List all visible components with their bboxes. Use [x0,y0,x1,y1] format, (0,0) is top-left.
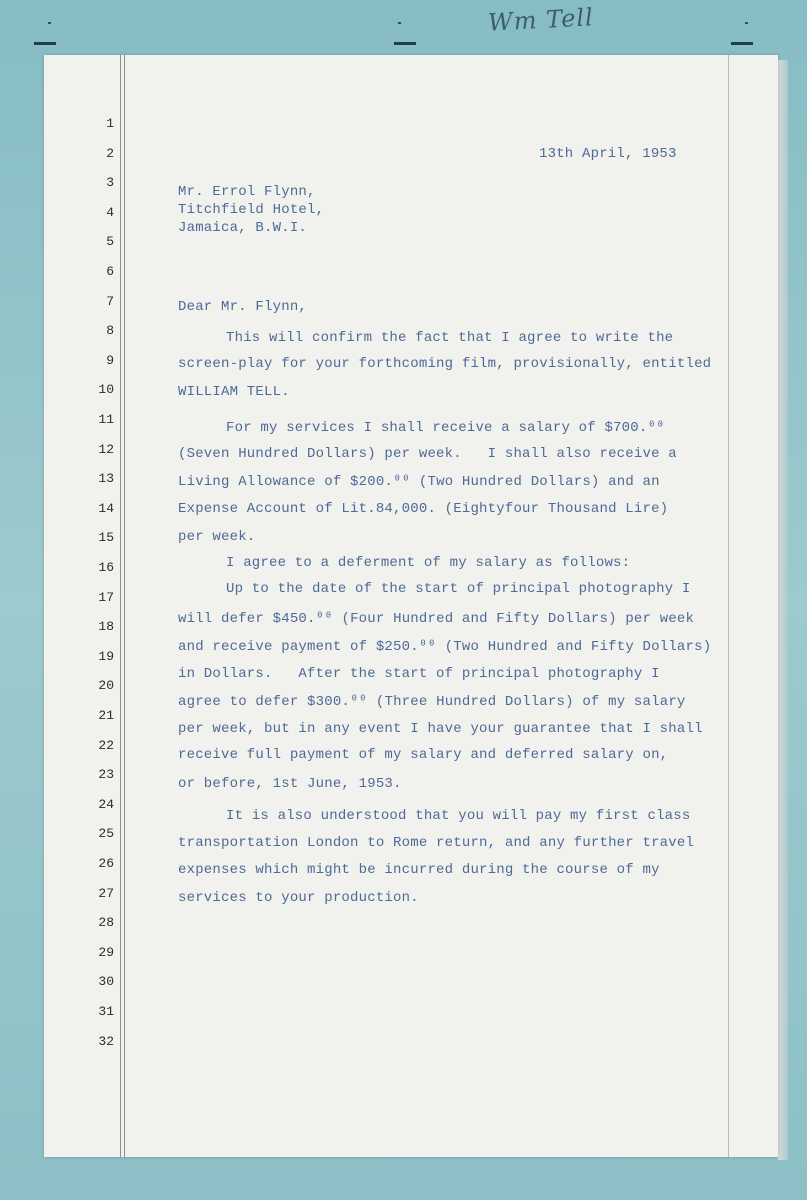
paper-edge [778,60,788,1160]
body-line: It is also understood that you will pay my first class [226,808,691,824]
tick-mark [398,22,401,24]
line-number: 7 [106,293,114,309]
line-number: 14 [98,500,114,516]
body-line: Up to the date of the start of principal photography I [226,581,691,597]
body-line: per week. [178,529,256,545]
line-number: 9 [106,352,114,368]
body-line: This will confirm the fact that I agree to write the [226,330,674,346]
body-line: WILLIAM TELL. [178,384,290,400]
body-line: I agree to a deferment of my salary as follows: [226,555,631,571]
line-number: 8 [106,323,114,339]
address-line: Mr. Errol Flynn, [178,184,316,200]
line-number: 19 [98,648,114,664]
address-line: Jamaica, B.W.I. [178,220,308,236]
tick-mark [48,22,51,24]
body-line: Expense Account of Lit.84,000. (Eightyfour Thousand Lire) [178,501,669,517]
tab-mark-left [34,42,56,45]
line-number: 11 [98,412,114,427]
address-line: Titchfield Hotel, [178,202,325,218]
line-number: 2 [106,145,114,161]
line-number: 17 [98,589,114,605]
line-number: 21 [98,708,114,723]
line-number: 30 [98,974,114,990]
line-number: 23 [98,767,114,783]
line-number: 18 [98,619,114,635]
tick-mark [745,22,748,24]
body-line: receive full payment of my salary and deferred salary on, [178,747,669,763]
body-line: agree to defer $300.⁰⁰ (Three Hundred Dollars) of my salary [178,694,686,710]
body-line: and receive payment of $250.⁰⁰ (Two Hundred and Fifty Dollars) [178,639,712,655]
line-number: 26 [98,856,114,871]
salutation: Dear Mr. Flynn, [178,299,308,315]
line-number: 29 [98,944,114,960]
line-number: 1 [106,116,114,131]
line-number: 3 [106,175,114,191]
line-number: 22 [98,737,114,753]
body-line: For my services I shall receive a salary of $700.⁰⁰ [226,420,665,436]
letter-date: 13th April, 1953 [539,146,677,162]
body-line: will defer $450.⁰⁰ (Four Hundred and Fifty Dollars) per week [178,611,695,627]
line-number: 4 [106,204,114,220]
handwritten-annotation: Wm Tell [487,3,595,37]
tab-mark-right [731,42,753,45]
line-number: 16 [98,560,114,575]
body-line: expenses which might be incurred during the course of my [178,862,660,878]
margin-rule [124,55,125,1157]
line-number: 6 [106,264,114,279]
line-number: 25 [98,826,114,842]
line-number: 10 [98,382,114,398]
body-line: services to your production. [178,890,419,906]
line-number: 13 [98,471,114,487]
body-line: or before, 1st June, 1953. [178,776,402,792]
line-number: 31 [98,1004,114,1019]
line-number: 24 [98,796,114,812]
line-number: 5 [106,234,114,250]
line-number: 12 [98,441,114,457]
body-line: transportation London to Rome return, and any further travel [178,835,695,851]
right-margin-rule [728,55,729,1157]
line-number: 28 [98,915,114,931]
body-line: per week, but in any event I have your guarantee that I shall [178,721,703,737]
line-number: 15 [98,530,114,546]
body-line: screen-play for your forthcoming film, provisionally, entitled [178,356,712,372]
margin-rule [120,55,121,1157]
line-number: 27 [98,885,114,901]
line-number: 20 [98,678,114,694]
body-line: in Dollars. After the start of principal photography I [178,666,660,682]
line-number: 32 [98,1033,114,1049]
body-line: Living Allowance of $200.⁰⁰ (Two Hundred Dollars) and an [178,474,660,490]
tab-mark-center [394,42,416,45]
letter-page [44,55,778,1157]
body-line: (Seven Hundred Dollars) per week. I shall also receive a [178,446,677,462]
